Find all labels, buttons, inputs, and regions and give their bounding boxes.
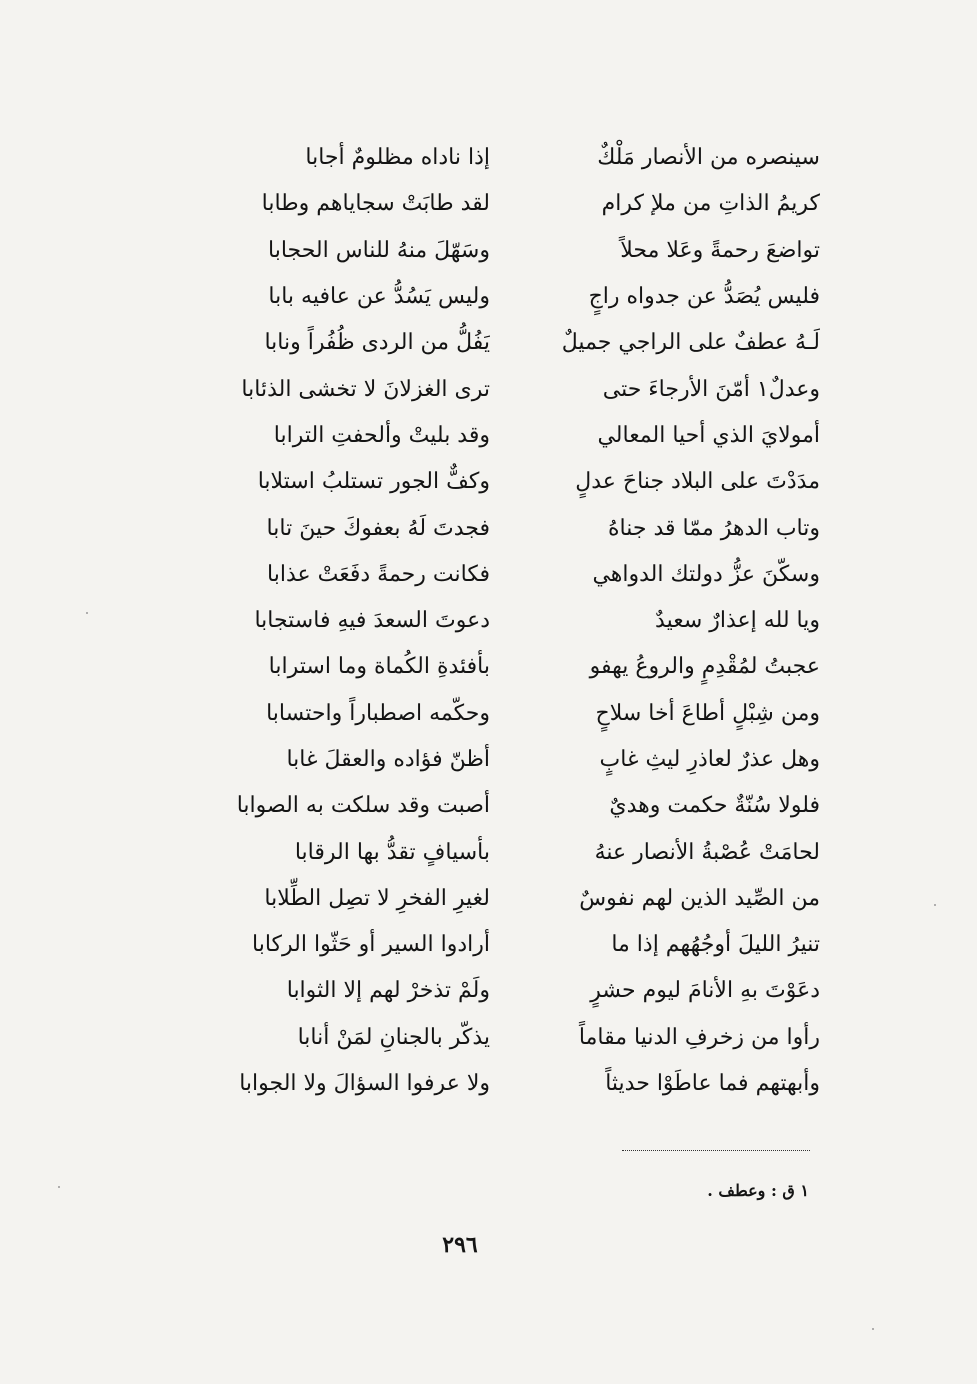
verse-second-hemistich: وسَهّلَ منهُ للناس الحجابا [268, 237, 490, 263]
verse-first-hemistich: وعدلٌ١ أمّنَ الأرجاءَ حتى [602, 376, 820, 402]
verse-first-hemistich: وأبهتهم فما عاطَوْا حديثاً [605, 1071, 820, 1097]
verse-line [140, 181, 820, 227]
verse-first-hemistich: وهل عذرٌ لعاذرِ ليثِ غابٍ [599, 747, 820, 772]
verse-second-hemistich: وكفٌّ الجور تستلبُ استلابا [257, 469, 490, 495]
verse-second-hemistich: وقد بليتْ وألحفتِ الترابا [273, 422, 490, 448]
verse-line [140, 135, 820, 181]
paper-speck [58, 1186, 60, 1188]
verse-second-hemistich: دعوتَ السعدَ فيهِ فاستجابا [254, 608, 490, 634]
verse-second-hemistich: فجدتَ لَهُ بعفوكَ حينَ تابا [266, 515, 490, 541]
verse-second-hemistich: فكانت رحمةً دفَعَتْ عذابا [267, 561, 490, 587]
verse-first-hemistich: تواضعَ رحمةً وعَلا محلاً [620, 237, 820, 263]
verse-first-hemistich: رأوا من زخرفِ الدنيا مقاماً [578, 1024, 820, 1050]
verse-line [140, 691, 820, 737]
poem [140, 135, 820, 1107]
verse-line [140, 922, 820, 968]
verse-line [140, 1061, 820, 1107]
verse-first-hemistich: فليس يُصَدُّ عن جدواه راجٍ [588, 284, 820, 310]
verse-second-hemistich: ولا عرفوا السؤالَ ولا الجوابا [239, 1071, 490, 1097]
verse-line [140, 459, 820, 505]
verse-first-hemistich: أمولايَ الذي أحيا المعالي [597, 422, 820, 448]
page-number: ٢٩٦ [442, 1232, 478, 1258]
verse-line [140, 644, 820, 690]
verse-line [140, 829, 820, 875]
verse-line [140, 876, 820, 922]
paper-speck [934, 904, 936, 906]
verse-line [140, 968, 820, 1014]
verse-first-hemistich: كريمُ الذاتِ من ملإ كرام [601, 191, 820, 217]
verse-second-hemistich: بأسيافٍ تقدُّ بها الرقابا [294, 839, 490, 865]
verse-first-hemistich: لحامَتْ عُصْبةُ الأنصار عنهُ [594, 839, 820, 865]
verse-first-hemistich: دعَوْتَ بهِ الأنامَ ليوم حشرٍ [590, 978, 820, 1004]
verse-second-hemistich: أصبت وقد سلكت به الصوابا [236, 793, 490, 819]
verse-second-hemistich: لغيرِ الفخرِ لا تصِل الطِّلابا [264, 885, 490, 911]
verse-second-hemistich: ترى الغزلانَ لا تخشى الذئابا [241, 376, 490, 402]
verse-line [140, 228, 820, 274]
verse-first-hemistich: تنيرُ الليلَ أوجُهُهم إذا ما [611, 932, 820, 958]
verse-first-hemistich: سينصره من الأنصار مَلْكٌ [597, 145, 820, 171]
verse-first-hemistich: ويا لله إعذارٌ سعيدٌ [655, 608, 820, 634]
verse-line [140, 737, 820, 783]
verse-second-hemistich: لقد طابَتْ سجاياهم وطابا [261, 191, 490, 217]
verse-first-hemistich: لَـهُ عطفٌ على الراجي جميلٌ [561, 330, 820, 356]
verse-second-hemistich: ولَمْ تذخرْ لهم إلا الثوابا [286, 978, 490, 1004]
verse-second-hemistich: وحكّمه اصطباراً واحتسابا [266, 700, 490, 726]
verse-line [140, 552, 820, 598]
verse-first-hemistich: وسكّنَ عزُّ دولتك الدواهي [592, 561, 820, 587]
verse-second-hemistich: أظنّ فؤاده والعقلَ غابا [286, 747, 490, 772]
verse-line [140, 413, 820, 459]
verse-second-hemistich: إذا ناداه مظلومٌ أجابا [305, 145, 490, 171]
verse-line [140, 598, 820, 644]
verse-second-hemistich: بأفئدةِ الكُماة وما استرابا [268, 654, 490, 680]
footnote: ١ ق : وعطف . [707, 1181, 809, 1200]
verse-line [140, 783, 820, 829]
verse-line [140, 366, 820, 412]
verse-line [140, 505, 820, 551]
footnote-separator [622, 1150, 810, 1151]
verse-second-hemistich: يذكّر بالجنانِ لمَنْ أنابا [297, 1024, 490, 1050]
paper-speck [872, 1328, 874, 1330]
verse-second-hemistich: وليس يَسُدُّ عن عافيه بابا [268, 284, 490, 310]
paper-speck [86, 612, 88, 614]
verse-first-hemistich: فلولا سُنّةٌ حكمت وهديٌ [609, 793, 820, 819]
verse-first-hemistich: مدَدْتَ على البلاد جناحَ عدلٍ [575, 469, 820, 495]
verse-second-hemistich: يَفُلُّ من الردى ظُفُراً ونابا [264, 330, 490, 356]
verse-line [140, 320, 820, 366]
verse-first-hemistich: وتاب الدهرُ ممّا قد جناهُ [608, 515, 820, 541]
verse-first-hemistich: عجبتُ لمُقْدِمٍ والروعُ يهفو [589, 654, 820, 680]
verse-first-hemistich: من الصِّيد الذين لهم نفوسٌ [579, 885, 820, 911]
verse-line [140, 1015, 820, 1061]
verse-line [140, 274, 820, 320]
verse-second-hemistich: أرادوا السير أو حَثّوا الركابا [252, 932, 490, 958]
verse-first-hemistich: ومن شِبْلٍ أطاعَ أخا سلاحٍ [595, 700, 820, 726]
